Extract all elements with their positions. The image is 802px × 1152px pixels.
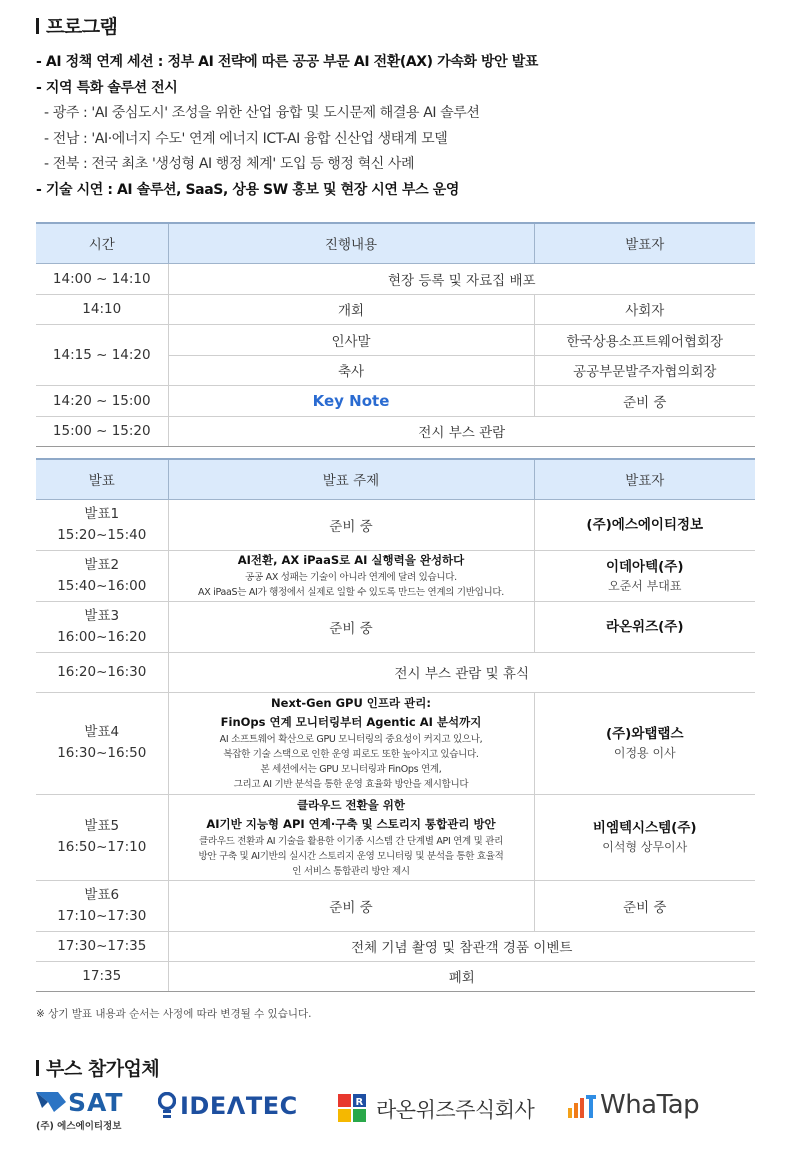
session-cell [36, 880, 168, 931]
content-cell: 전시 부스 관람 [168, 416, 755, 446]
topic-cell [168, 692, 534, 794]
session-cell [36, 499, 168, 550]
table-header-row [36, 459, 755, 499]
table-row [36, 263, 755, 294]
column-header: 진행내용 [168, 223, 534, 263]
topic-cell [168, 550, 534, 601]
session-label: 발표3 [84, 607, 120, 624]
session-cell [36, 550, 168, 601]
topic-title: FinOps 연계 모니터링부터 Agentic AI 분석까지 [220, 715, 482, 729]
session-label: 발표5 [84, 818, 120, 834]
title-bar-icon [36, 1060, 39, 1076]
speaker-cell: 한국상용소프트웨어협회장 [534, 324, 755, 355]
booth-section-title [36, 1054, 159, 1081]
table-row [36, 385, 755, 416]
title-bar-icon [36, 18, 39, 34]
booth-logo-row [36, 1088, 736, 1136]
table-row [36, 961, 755, 991]
table-row [36, 931, 755, 961]
schedule-note: ※ 상기 발표 내용과 순서는 사정에 따라 변경될 수 있습니다. [36, 1008, 312, 1020]
sat-logo-subtext: (주) 에스에이티정보 [36, 1121, 122, 1132]
content-cell: 인사말 [168, 324, 534, 355]
topic-desc: 그리고 AI 기반 분석을 통한 운영 효율화 방안을 제시합니다 [233, 779, 469, 790]
program-section-title [36, 12, 117, 39]
topic-cell [168, 794, 534, 880]
session-time: 16:00~16:20 [57, 628, 147, 645]
lightbulb-icon [158, 1092, 176, 1120]
topic-title: AI전환, AX iPaaS로 AI 실행력을 완성하다 [237, 553, 465, 567]
time-cell: 14:10 [36, 294, 168, 324]
session-label: 발표6 [84, 886, 120, 903]
topic-desc: 복잡한 기술 스택으로 인한 운영 피로도 또한 높아지고 있습니다. [223, 749, 479, 760]
speaker-cell: 공공부문발주자협의회장 [534, 355, 755, 385]
schedule-table [36, 222, 755, 447]
content-cell: 전체 기념 촬영 및 참관객 경품 이벤트 [168, 931, 755, 961]
speaker-role: 이정용 이사 [613, 746, 676, 760]
column-header: 발표자 [534, 223, 755, 263]
speaker-name: 이데아텍(주) [605, 558, 684, 575]
table-row [36, 880, 755, 931]
table-row [36, 550, 755, 601]
bar-chart-icon [568, 1092, 596, 1120]
time-cell: 17:35 [36, 961, 168, 991]
session-cell [36, 692, 168, 794]
topic-desc: AI 소프트웨어 확산으로 GPU 모니터링의 중요성이 커지고 있으나, [219, 734, 483, 745]
program-line: - AI 정책 연계 세션 : 정부 AI 전략에 따른 공공 부문 AI 전환(AX) 가속화 방안 발표 [36, 54, 538, 70]
topic-desc: 방안 구축 및 AI기반의 실시간 스토리지 운영 모니터링 및 분석을 통한 효율적 [198, 850, 504, 862]
session-label: 발표1 [84, 505, 120, 522]
column-header: 시간 [36, 223, 168, 263]
session-time: 15:20~15:40 [57, 526, 147, 543]
session-cell [36, 794, 168, 880]
speaker-cell [534, 692, 755, 794]
topic-title: 클라우드 전환을 위한 [297, 797, 405, 812]
topic-desc: AX iPaaS는 AI가 행정에서 실제로 일할 수 있도록 만드는 연계의 기반입니다. [198, 587, 504, 598]
table-row [36, 416, 755, 446]
program-line: - 기술 시연 : AI 솔루션, SaaS, 상용 SW 홍보 및 현장 시연 부스 운영 [36, 181, 459, 198]
table-row [36, 652, 755, 692]
topic-desc: 인 서비스 통합관리 방안 제시 [292, 865, 410, 877]
topic-desc: 본 세션에서는 GPU 모니터링과 FinOps 연계, [260, 764, 442, 775]
time-cell: 15:00 ~ 15:20 [36, 416, 168, 446]
speaker-cell: 준비 중 [534, 385, 755, 416]
table-header-row [36, 223, 755, 263]
speaker-cell [534, 601, 755, 652]
program-line: - 광주 : 'AI 중심도시' 조성을 위한 산업 융합 및 도시문제 해결용 AI 솔루션 [44, 105, 480, 121]
session-time: 15:40~16:00 [57, 577, 147, 594]
speaker-role: 이석형 상무이사 [602, 840, 688, 854]
topic-title: Next-Gen GPU 인프라 관리: [271, 696, 431, 710]
speaker-cell [534, 794, 755, 880]
content-cell: 축사 [168, 355, 534, 385]
topic-desc: 클라우드 전환과 AI 기술을 활용한 이기종 시스템 간 단계별 API 연계 및 관리 [198, 835, 504, 847]
program-line: - 지역 특화 솔루션 전시 [36, 79, 178, 96]
booth-title-text: 부스 참가업체 [46, 1058, 160, 1080]
time-cell: 14:20 ~ 15:00 [36, 385, 168, 416]
table-row [36, 601, 755, 652]
table-row [36, 324, 755, 355]
sat-logo-text: SAT [68, 1088, 124, 1117]
column-header: 발표 주제 [168, 459, 534, 499]
table-row [36, 692, 755, 794]
table-row [36, 294, 755, 324]
content-cell: 현장 등록 및 자료집 배포 [168, 263, 755, 294]
column-header: 발표 [36, 459, 168, 499]
time-cell: 17:30~17:35 [36, 931, 168, 961]
program-line: - 전남 : 'AI·에너지 수도' 연계 에너지 ICT-AI 융합 신산업 생태계 모델 [44, 130, 448, 147]
column-header: 발표자 [534, 459, 755, 499]
sat-mark-icon [36, 1090, 66, 1114]
raonwiz-mark-icon [338, 1094, 370, 1122]
speaker-cell [534, 550, 755, 601]
program-list [36, 50, 776, 203]
keynote-label: Key Note [312, 391, 390, 410]
content-cell: 개회 [168, 294, 534, 324]
topic-cell: 준비 중 [168, 499, 534, 550]
session-time: 16:50~17:10 [57, 839, 147, 855]
content-cell: 폐회 [168, 961, 755, 991]
speaker-name: 비엠텍시스템(주) [592, 820, 697, 836]
speaker-role: 오준서 부대표 [608, 578, 682, 593]
ideatec-logo-text: IDEΛTEC [180, 1092, 298, 1120]
speaker-name: (주)에스에이티정보 [586, 516, 704, 533]
raonwiz-logo-text: 라온위즈주식회사 [376, 1098, 535, 1122]
time-cell: 14:00 ~ 14:10 [36, 263, 168, 294]
whatap-logo-text: WhaTap [600, 1090, 700, 1120]
program-line: - 전북 : 전국 최초 '생성형 AI 행정 체계' 도입 등 행정 혁신 사례 [44, 156, 415, 172]
time-cell: 16:20~16:30 [36, 652, 168, 692]
session-cell [36, 601, 168, 652]
speaker-name: (주)와탭랩스 [605, 726, 684, 742]
table-row [36, 499, 755, 550]
keynote-cell [168, 385, 534, 416]
content-cell: 전시 부스 관람 및 휴식 [168, 652, 755, 692]
session-time: 17:10~17:30 [57, 907, 147, 924]
program-title-text: 프로그램 [46, 16, 118, 38]
session-time: 16:30~16:50 [57, 745, 147, 761]
table-row [36, 794, 755, 880]
speaker-cell: 준비 중 [534, 880, 755, 931]
time-cell: 14:15 ~ 14:20 [36, 324, 168, 385]
presentation-table [36, 458, 755, 992]
speaker-name: 라온위즈(주) [605, 618, 684, 635]
topic-cell: 준비 중 [168, 601, 534, 652]
topic-desc: 공공 AX 성패는 기술이 아니라 연계에 달려 있습니다. [245, 572, 457, 583]
speaker-cell [534, 499, 755, 550]
session-label: 발표4 [84, 724, 120, 740]
svg-text:R: R [355, 1097, 364, 1108]
topic-title: AI기반 지능형 API 연계·구축 및 스토리지 통합관리 방안 [206, 816, 496, 831]
speaker-cell: 사회자 [534, 294, 755, 324]
session-label: 발표2 [84, 556, 120, 573]
topic-cell: 준비 중 [168, 880, 534, 931]
